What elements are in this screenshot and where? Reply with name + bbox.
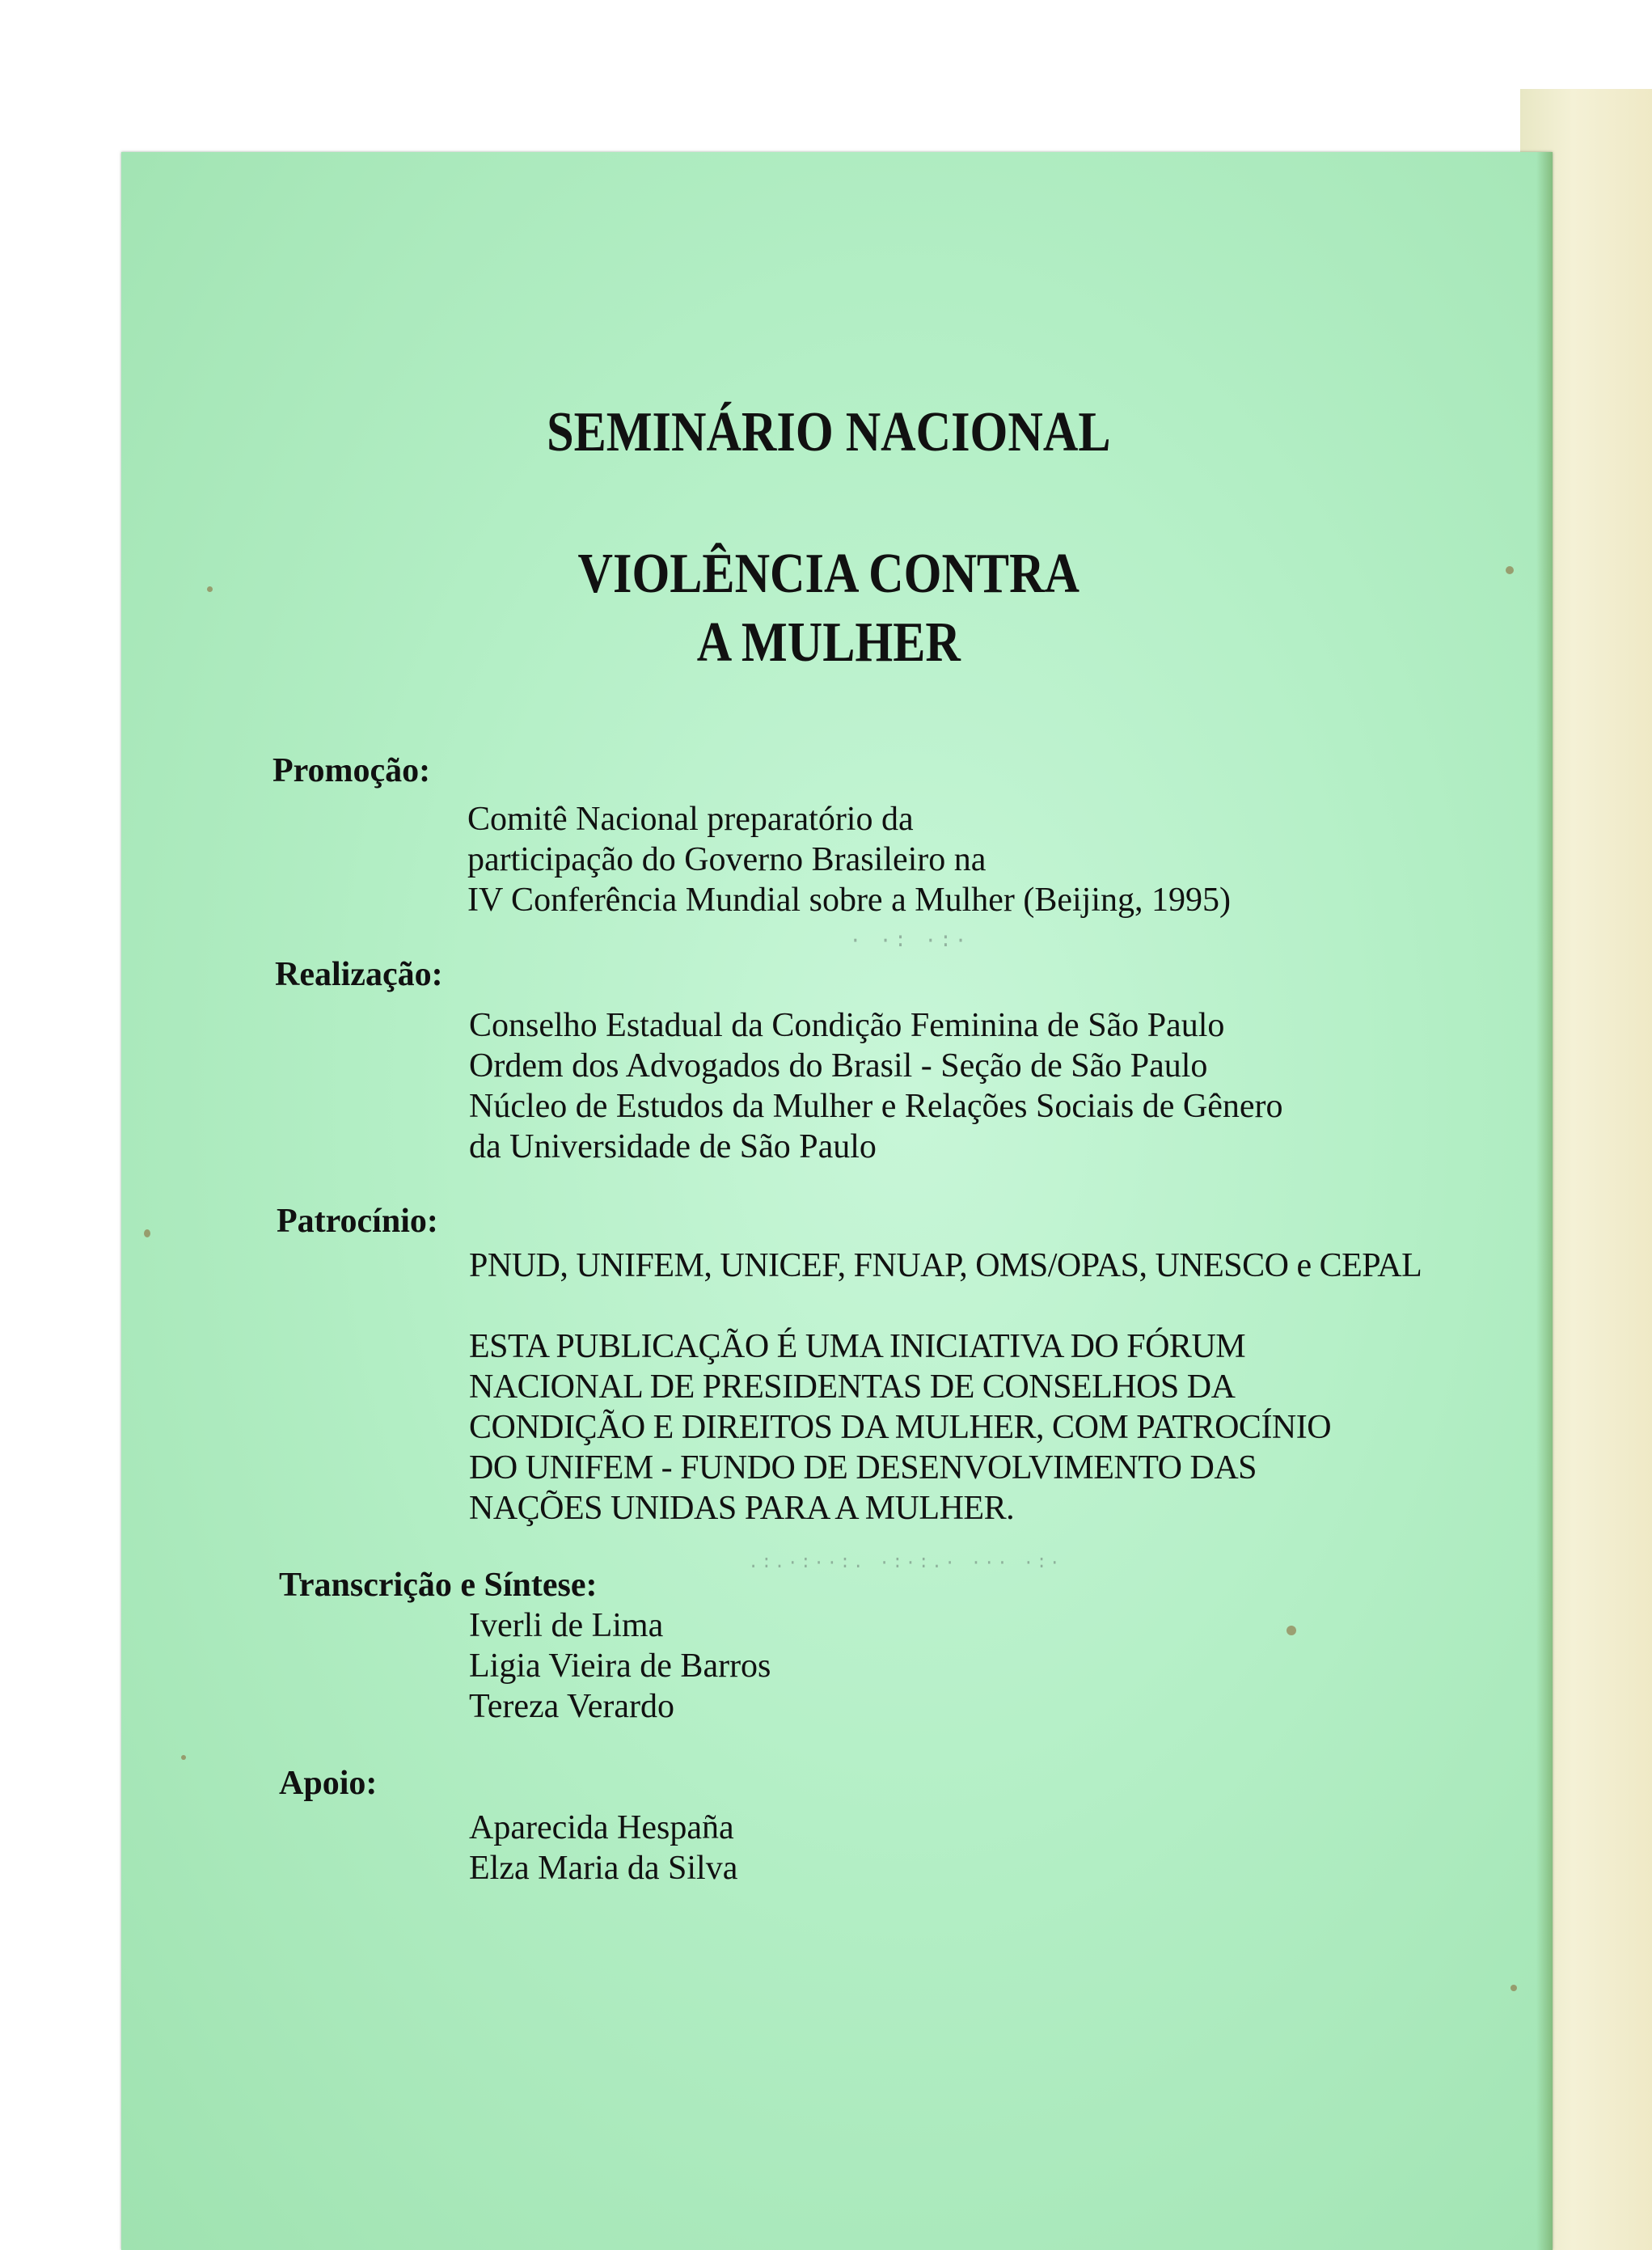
notice-line: NAÇÕES UNIDAS PARA A MULHER.: [469, 1490, 1015, 1527]
transcricao-name: Iverli de Lima: [469, 1607, 664, 1644]
notice-line: CONDIÇÃO E DIREITOS DA MULHER, COM PATROCÍNIO: [469, 1409, 1332, 1446]
realizacao-label: Realização:: [275, 956, 443, 993]
transcricao-label: Transcrição e Síntese:: [279, 1567, 598, 1604]
title-line-1: SEMINÁRIO NACIONAL: [547, 401, 1111, 463]
paper-speck: [1287, 1626, 1296, 1635]
faint-stamp-mark: .:.·:··:. ·:·:.· ··· ·:·: [748, 1553, 1063, 1573]
promocao-line: participação do Governo Brasileiro na: [467, 841, 987, 878]
faint-stamp-mark: · ·: ·:·: [849, 928, 970, 953]
notice-line: ESTA PUBLICAÇÃO É UMA INICIATIVA DO FÓRUM: [469, 1328, 1246, 1365]
realizacao-line: Conselho Estadual da Condição Feminina de São Paulo: [469, 1007, 1225, 1044]
patrocinio-label: Patrocínio:: [277, 1203, 438, 1240]
paper-speck: [144, 1229, 150, 1237]
notice-line: DO UNIFEM - FUNDO DE DESENVOLVIMENTO DAS: [469, 1449, 1257, 1487]
transcricao-name: Tereza Verardo: [469, 1688, 674, 1725]
title-line-2: VIOLÊNCIA CONTRA: [577, 543, 1080, 605]
paper-speck: [181, 1755, 186, 1760]
realizacao-line: Núcleo de Estudos da Mulher e Relações Sociais de Gênero: [469, 1088, 1283, 1125]
notice-line: NACIONAL DE PRESIDENTAS DE CONSELHOS DA: [469, 1368, 1236, 1406]
promocao-line: Comitê Nacional preparatório da: [467, 801, 914, 838]
paper-speck: [1510, 1985, 1517, 1991]
sponsors-line: PNUD, UNIFEM, UNICEF, FNUAP, OMS/OPAS, UNESCO e CEPAL: [469, 1247, 1422, 1284]
realizacao-line: Ordem dos Advogados do Brasil - Seção de São Paulo: [469, 1047, 1208, 1085]
apoio-name: Aparecida Hespaña: [469, 1809, 734, 1846]
transcricao-name: Ligia Vieira de Barros: [469, 1647, 771, 1685]
promocao-label: Promoção:: [273, 752, 431, 789]
realizacao-line: da Universidade de São Paulo: [469, 1128, 877, 1165]
apoio-label: Apoio:: [279, 1765, 378, 1802]
apoio-name: Elza Maria da Silva: [469, 1850, 738, 1887]
title-line-3: A MULHER: [696, 611, 961, 674]
promocao-line: IV Conferência Mundial sobre a Mulher (Beijing, 1995): [467, 882, 1231, 919]
